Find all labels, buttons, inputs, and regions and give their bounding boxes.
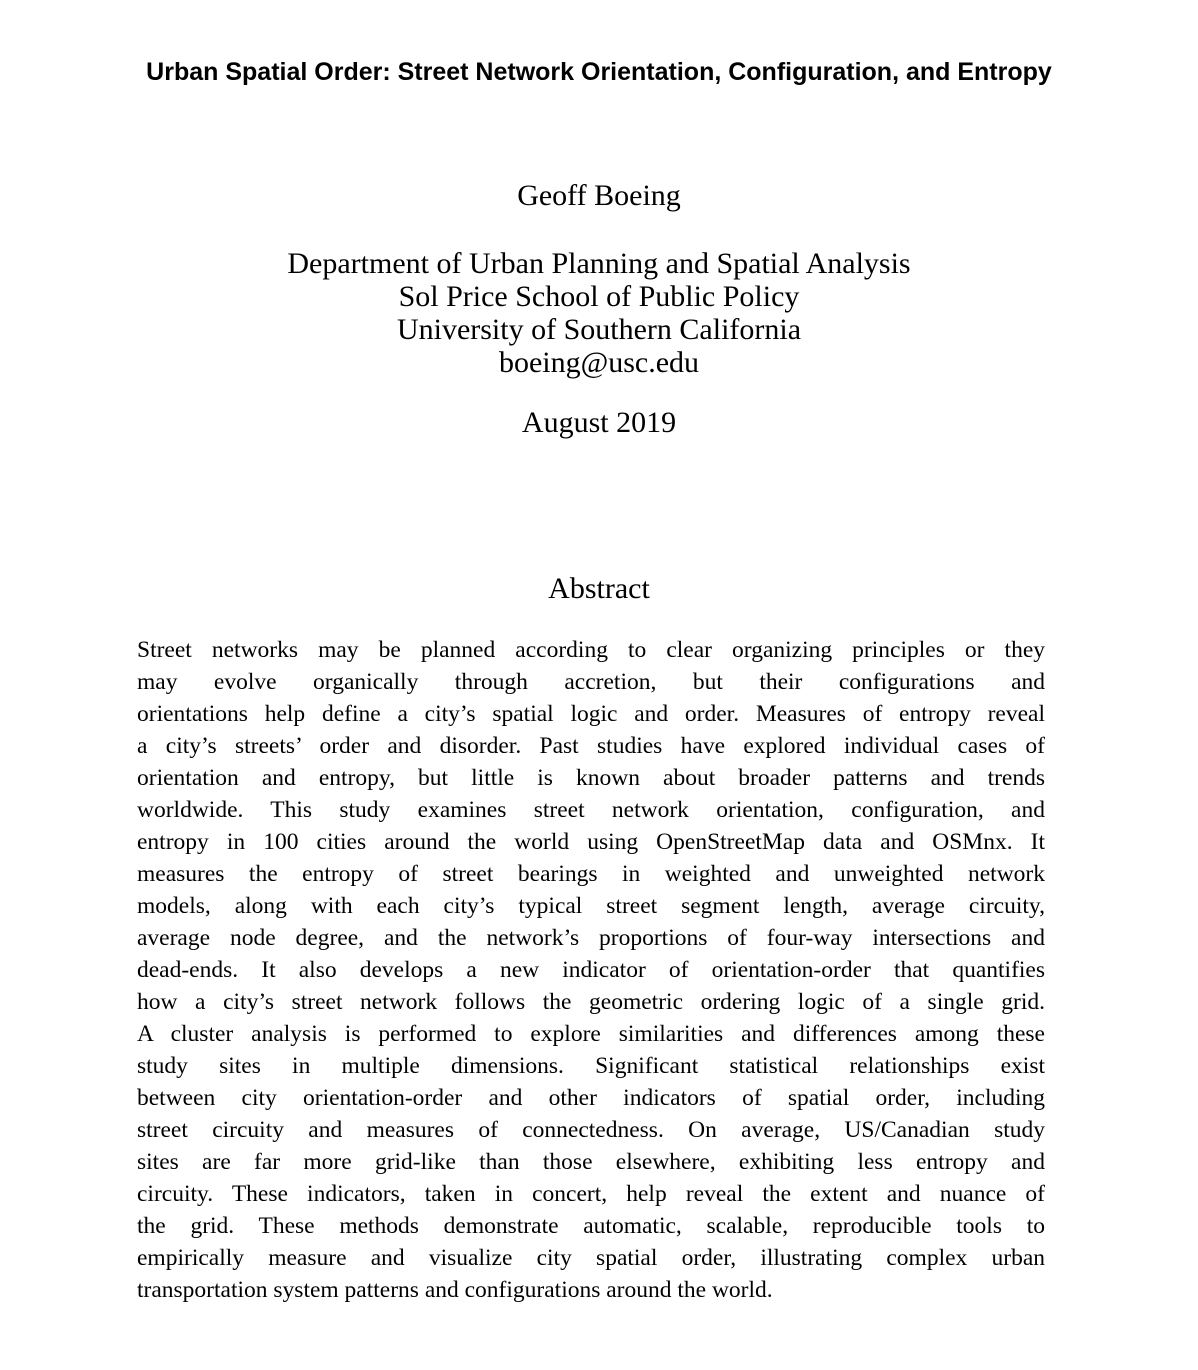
affiliation-line: Department of Urban Planning and Spatial Analysis [287,246,911,280]
abstract-line: may evolve organically through accretion, but their configurations and [137,668,1045,695]
abstract-line: average node degree, and the network’s proportions of four-way intersections and [137,924,1045,951]
author-name: Geoff Boeing [517,178,681,212]
abstract-line: study sites in multiple dimensions. Significant statistical relationships exist [137,1052,1045,1079]
affiliation-line: boeing@usc.edu [498,345,700,379]
abstract-line: A cluster analysis is performed to explore similarities and differences among these [137,1020,1045,1047]
abstract-line: worldwide. This study examines street network orientation, configuration, and [137,796,1045,823]
abstract-line: how a city’s street network follows the geometric ordering logic of a single grid. [137,988,1045,1015]
paper-title: Urban Spatial Order: Street Network Orientation, Configuration, and Entropy [146,57,1052,86]
abstract-line: orientation and entropy, but little is known about broader patterns and trends [137,764,1045,791]
abstract-line: empirically measure and visualize city spatial order, illustrating complex urban [137,1244,1045,1271]
abstract-line: models, along with each city’s typical street segment length, average circuity, [137,892,1045,919]
abstract-line: orientations help define a city’s spatial logic and order. Measures of entropy reveal [137,700,1045,727]
affiliation-line: Sol Price School of Public Policy [398,279,800,313]
abstract-line: circuity. These indicators, taken in concert, help reveal the extent and nuance of [137,1180,1045,1207]
paper-date: August 2019 [521,405,677,439]
abstract-line: the grid. These methods demonstrate automatic, scalable, reproducible tools to [137,1212,1045,1239]
abstract-line: a city’s streets’ order and disorder. Past studies have explored individual cases of [137,732,1045,759]
abstract-line: entropy in 100 cities around the world using OpenStreetMap data and OSMnx. It [137,828,1045,855]
affiliation-block [0,247,1198,379]
abstract-line: transportation system patterns and configurations around the world. [137,1276,773,1303]
abstract-text [137,634,1045,1306]
abstract-line: street circuity and measures of connectedness. On average, US/Canadian study [137,1116,1045,1143]
abstract-line: Street networks may be planned according to clear organizing principles or they [137,636,1045,663]
abstract-heading: Abstract [548,571,650,605]
abstract-line: sites are far more grid-like than those elsewhere, exhibiting less entropy and [137,1148,1045,1175]
abstract-line: measures the entropy of street bearings in weighted and unweighted network [137,860,1045,887]
abstract-line: between city orientation-order and other indicators of spatial order, including [137,1084,1045,1111]
affiliation-line: University of Southern California [396,312,802,346]
abstract-line: dead-ends. It also develops a new indicator of orientation-order that quantifies [137,956,1045,983]
